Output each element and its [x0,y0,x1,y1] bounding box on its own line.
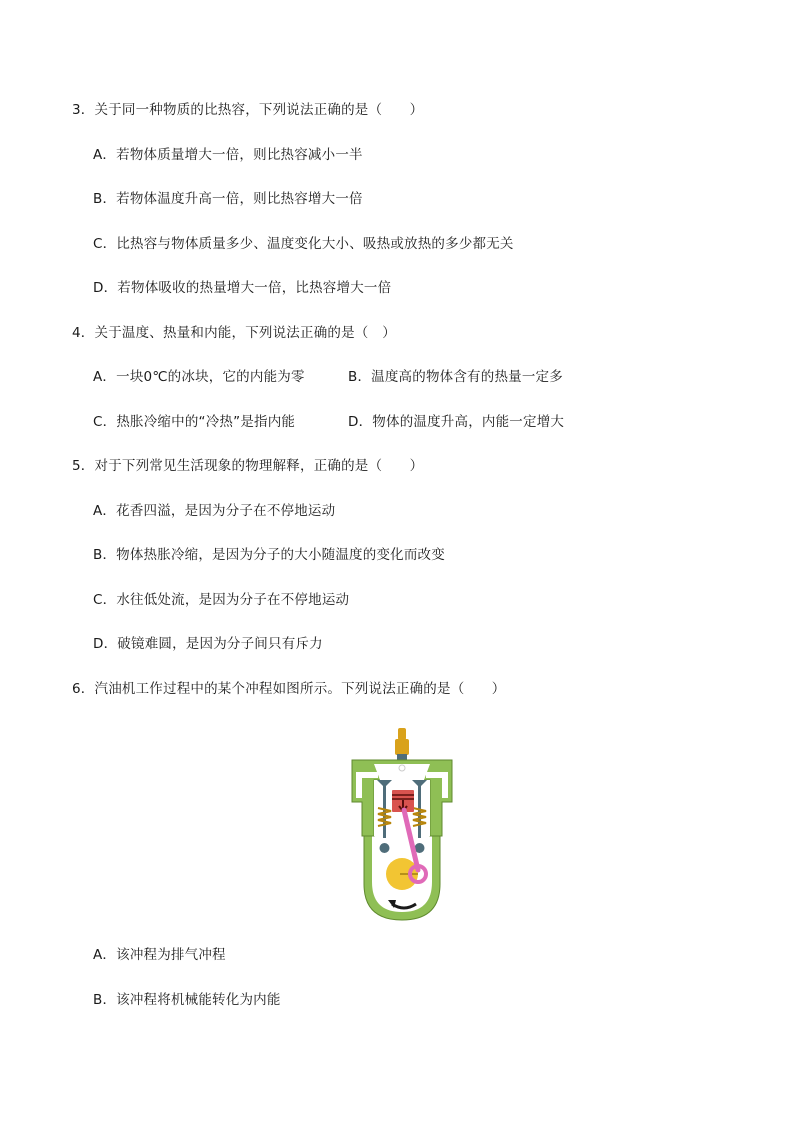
question-3-option-d[interactable]: D．若物体吸收的热量增大一倍，比热容增大一倍 [93,280,392,296]
question-6-stem: 6．汽油机工作过程中的某个冲程如图所示。下列说法正确的是（ ） [72,681,506,697]
spark-plug-icon [395,728,409,760]
question-4-option-c[interactable]: C．热胀冷缩中的“冷热”是指内能 [93,414,296,430]
question-5-option-a[interactable]: A．花香四溢，是因为分子在不停地运动 [93,503,336,519]
question-3-option-b[interactable]: B．若物体温度升高一倍，则比热容增大一倍 [93,191,363,207]
question-3-option-a[interactable]: A．若物体质量增大一倍，则比热容减小一半 [93,147,363,163]
question-6-option-a[interactable]: A．该冲程为排气冲程 [93,947,226,963]
question-5-option-b[interactable]: B．物体热胀冷缩，是因为分子的大小随温度的变化而改变 [93,547,445,563]
question-3-stem: 3．关于同一种物质的比热容，下列说法正确的是（ ） [72,102,424,118]
gasoline-engine-stroke-icon [338,724,466,924]
question-4-stem: 4．关于温度、热量和内能，下列说法正确的是（ ） [72,325,396,341]
question-4-option-d[interactable]: D．物体的温度升高，内能一定增大 [348,414,565,430]
question-5-option-c[interactable]: C．水往低处流，是因为分子在不停地运动 [93,592,350,608]
question-6-option-b[interactable]: B．该冲程将机械能转化为内能 [93,992,281,1008]
question-5-stem: 5．对于下列常见生活现象的物理解释，正确的是（ ） [72,458,424,474]
question-3-option-c[interactable]: C．比热容与物体质量多少、温度变化大小、吸热或放热的多少都无关 [93,236,514,252]
question-4-option-b[interactable]: B．温度高的物体含有的热量一定多 [348,369,563,385]
question-4-option-a[interactable]: A．一块0℃的冰块，它的内能为零 [93,369,305,385]
question-5-option-d[interactable]: D．破镜难圆，是因为分子间只有斥力 [93,636,323,652]
